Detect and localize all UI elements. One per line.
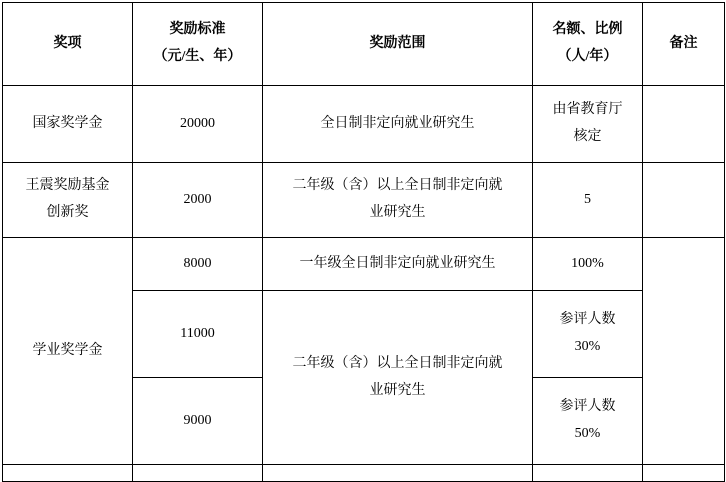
cell-quota-wangzhen: 5 [533, 163, 643, 238]
cell-scope-wangzhen [263, 163, 533, 238]
cell-scope-national: 全日制非定向就业研究生 [263, 86, 533, 163]
header-remark-label: 备注 [669, 35, 698, 51]
header-cell-scope [263, 3, 533, 86]
table-row [3, 86, 725, 163]
cell-scope-wangzhen-line2: 业研究生 [369, 205, 426, 220]
cell-quota-academic-30 [533, 291, 643, 378]
cell-scope-academic-line2: 业研究生 [369, 382, 426, 398]
cell-scope-academic-line1: 二年级（含）以上全日制非定向就 [292, 355, 503, 371]
cell-standard-academic-8000: 8000 [133, 238, 263, 291]
header-cell-standard [133, 3, 263, 86]
header-scope-label: 奖励范围 [369, 35, 426, 51]
header-standard-line2: （元/生、年） [153, 49, 242, 64]
cell-remark-national [643, 86, 725, 163]
cell-scope-academic-grade2 [263, 291, 533, 465]
award-table [2, 2, 725, 482]
cell-quota-academic-30-line2: 30% [574, 339, 601, 354]
cell-award-wangzhen [3, 163, 133, 238]
cell-quota-academic-30-line1: 参评人数 [559, 312, 616, 328]
cell-partial-a [3, 465, 133, 482]
cell-quota-academic-50-line2: 50% [574, 426, 601, 441]
table-header-row [3, 3, 725, 86]
cell-remark-academic [643, 238, 725, 465]
header-quota-line1: 名额、比例 [552, 22, 623, 38]
header-cell-remark [643, 3, 725, 86]
cell-quota-national-line2: 核定 [573, 129, 602, 144]
cell-scope-academic-grade1: 一年级全日制非定向就业研究生 [263, 238, 533, 291]
cell-quota-academic-50 [533, 378, 643, 465]
table-row [3, 163, 725, 238]
cell-standard-national: 20000 [133, 86, 263, 163]
cell-scope-wangzhen-line1: 二年级（含）以上全日制非定向就 [292, 178, 503, 194]
cell-quota-national [533, 86, 643, 163]
cell-standard-academic-11000: 11000 [133, 291, 263, 378]
table-row-partial [3, 465, 725, 482]
header-quota-line2: （人/年） [557, 49, 618, 64]
cell-remark-wangzhen [643, 163, 725, 238]
cell-partial-c [263, 465, 533, 482]
cell-award-wangzhen-line2: 创新奖 [46, 205, 89, 220]
document-page [0, 2, 726, 477]
header-cell-award [3, 3, 133, 86]
cell-quota-national-line1: 由省教育厅 [552, 102, 623, 118]
cell-standard-academic-9000: 9000 [133, 378, 263, 465]
cell-quota-academic-50-line1: 参评人数 [559, 399, 616, 415]
cell-award-national: 国家奖学金 [3, 86, 133, 163]
header-award-label: 奖项 [53, 35, 82, 51]
cell-standard-wangzhen: 2000 [133, 163, 263, 238]
cell-partial-b [133, 465, 263, 482]
cell-quota-academic-grade1: 100% [533, 238, 643, 291]
table-row [3, 238, 725, 291]
cell-award-academic: 学业奖学金 [3, 238, 133, 465]
cell-partial-d [533, 465, 643, 482]
cell-award-wangzhen-line1: 王震奖励基金 [25, 178, 110, 194]
header-cell-quota [533, 3, 643, 86]
cell-partial-e [643, 465, 725, 482]
header-standard-line1: 奖励标准 [169, 22, 226, 38]
